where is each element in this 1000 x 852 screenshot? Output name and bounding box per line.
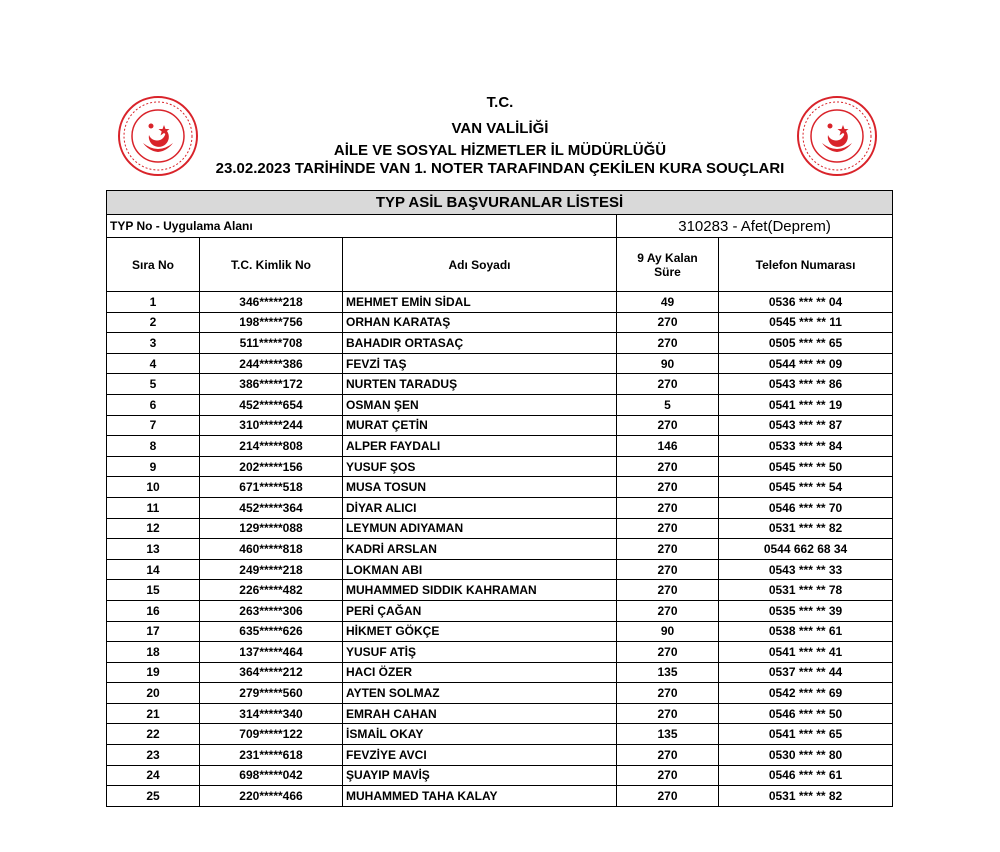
cell-sure: 49 (617, 292, 719, 313)
table-row (107, 559, 893, 580)
table-row (107, 765, 893, 786)
cell-sure: 270 (617, 374, 719, 395)
table-row (107, 642, 893, 663)
table-row (107, 312, 893, 333)
table-row (107, 621, 893, 642)
table-row (107, 745, 893, 766)
cell-sure: 270 (617, 497, 719, 518)
cell-ad: MUHAMMED TAHA KALAY (343, 786, 617, 807)
cell-ad: HACI ÖZER (343, 662, 617, 683)
column-header-sure-line2: Süre (654, 264, 681, 279)
cell-tc: 249*****218 (200, 559, 343, 580)
cell-ad: LOKMAN ABI (343, 559, 617, 580)
cell-sira: 17 (107, 621, 200, 642)
cell-tel: 0543 *** ** 87 (719, 415, 893, 436)
cell-sira: 2 (107, 312, 200, 333)
cell-tel: 0541 *** ** 65 (719, 724, 893, 745)
cell-sure: 270 (617, 415, 719, 436)
cell-tc: 129*****088 (200, 518, 343, 539)
table-row (107, 436, 893, 457)
cell-tel: 0531 *** ** 82 (719, 518, 893, 539)
cell-sira: 10 (107, 477, 200, 498)
cell-ad: MEHMET EMİN SİDAL (343, 292, 617, 313)
table-row (107, 580, 893, 601)
cell-ad: EMRAH CAHAN (343, 703, 617, 724)
cell-tc: 279*****560 (200, 683, 343, 704)
cell-sira: 16 (107, 600, 200, 621)
cell-ad: BAHADIR ORTASAÇ (343, 333, 617, 354)
cell-ad: MUHAMMED SIDDIK KAHRAMAN (343, 580, 617, 601)
cell-tc: 220*****466 (200, 786, 343, 807)
cell-tel: 0533 *** ** 84 (719, 436, 893, 457)
cell-tel: 0541 *** ** 19 (719, 394, 893, 415)
header-directorate: AİLE VE SOSYAL HİZMETLER İL MÜDÜRLÜĞÜ (333, 142, 667, 159)
table-title: TYP ASİL BAŞVURANLAR LİSTESİ (107, 191, 893, 215)
cell-sira: 15 (107, 580, 200, 601)
cell-sure: 270 (617, 580, 719, 601)
cell-sure: 270 (617, 477, 719, 498)
cell-tc: 263*****306 (200, 600, 343, 621)
cell-ad: DİYAR ALICI (343, 497, 617, 518)
cell-sure: 135 (617, 662, 719, 683)
cell-tel: 0505 *** ** 65 (719, 333, 893, 354)
cell-tc: 460*****818 (200, 539, 343, 560)
cell-tc: 314*****340 (200, 703, 343, 724)
table-row (107, 539, 893, 560)
cell-tc: 226*****482 (200, 580, 343, 601)
table-row (107, 374, 893, 395)
cell-sira: 9 (107, 456, 200, 477)
cell-tc: 452*****364 (200, 497, 343, 518)
cell-ad: KADRİ ARSLAN (343, 539, 617, 560)
cell-tc: 511*****708 (200, 333, 343, 354)
cell-tel: 0531 *** ** 78 (719, 580, 893, 601)
cell-tc: 346*****218 (200, 292, 343, 313)
cell-sure: 270 (617, 539, 719, 560)
cell-tel: 0544 *** ** 09 (719, 353, 893, 374)
cell-tc: 214*****808 (200, 436, 343, 457)
cell-sure: 270 (617, 600, 719, 621)
cell-sira: 1 (107, 292, 200, 313)
cell-ad: MURAT ÇETİN (343, 415, 617, 436)
cell-tel: 0536 *** ** 04 (719, 292, 893, 313)
table-row (107, 497, 893, 518)
cell-sure: 90 (617, 353, 719, 374)
cell-sure: 270 (617, 312, 719, 333)
cell-sure: 135 (617, 724, 719, 745)
cell-sira: 8 (107, 436, 200, 457)
header-governorship: VAN VALİLİĞİ (451, 120, 549, 137)
table-row (107, 786, 893, 807)
cell-sira: 12 (107, 518, 200, 539)
cell-sira: 21 (107, 703, 200, 724)
cell-sure: 270 (617, 333, 719, 354)
cell-tc: 386*****172 (200, 374, 343, 395)
table-row (107, 683, 893, 704)
table-row (107, 518, 893, 539)
applicants-table (106, 190, 893, 807)
cell-ad: ŞUAYIP MAVİŞ (343, 765, 617, 786)
cell-sira: 19 (107, 662, 200, 683)
cell-ad: FEVZİ TAŞ (343, 353, 617, 374)
cell-ad: YUSUF ŞOS (343, 456, 617, 477)
header-tc: T.C. (486, 94, 514, 111)
cell-ad: LEYMUN ADIYAMAN (343, 518, 617, 539)
cell-tel: 0538 *** ** 61 (719, 621, 893, 642)
cell-sure: 270 (617, 559, 719, 580)
cell-ad: AYTEN SOLMAZ (343, 683, 617, 704)
cell-tc: 709*****122 (200, 724, 343, 745)
cell-sira: 20 (107, 683, 200, 704)
cell-tc: 231*****618 (200, 745, 343, 766)
cell-ad: OSMAN ŞEN (343, 394, 617, 415)
cell-tel: 0537 *** ** 44 (719, 662, 893, 683)
cell-tel: 0546 *** ** 61 (719, 765, 893, 786)
cell-sira: 13 (107, 539, 200, 560)
cell-sure: 270 (617, 456, 719, 477)
cell-tc: 244*****386 (200, 353, 343, 374)
cell-tel: 0530 *** ** 80 (719, 745, 893, 766)
cell-tel: 0535 *** ** 39 (719, 600, 893, 621)
cell-ad: PERİ ÇAĞAN (343, 600, 617, 621)
cell-sira: 5 (107, 374, 200, 395)
cell-tel: 0545 *** ** 54 (719, 477, 893, 498)
cell-sure: 90 (617, 621, 719, 642)
cell-tc: 452*****654 (200, 394, 343, 415)
table-row (107, 703, 893, 724)
table-row (107, 415, 893, 436)
table-body (107, 292, 893, 807)
cell-sure: 270 (617, 683, 719, 704)
table-row (107, 477, 893, 498)
cell-sure: 270 (617, 765, 719, 786)
cell-sure: 5 (617, 394, 719, 415)
cell-sure: 270 (617, 642, 719, 663)
cell-tel: 0542 *** ** 69 (719, 683, 893, 704)
cell-tel: 0544 662 68 34 (719, 539, 893, 560)
cell-sure: 270 (617, 745, 719, 766)
cell-sure: 146 (617, 436, 719, 457)
cell-ad: ALPER FAYDALI (343, 436, 617, 457)
cell-sira: 3 (107, 333, 200, 354)
cell-sira: 14 (107, 559, 200, 580)
cell-sira: 24 (107, 765, 200, 786)
cell-sira: 4 (107, 353, 200, 374)
cell-tc: 671*****518 (200, 477, 343, 498)
cell-sure: 270 (617, 518, 719, 539)
typ-label: TYP No - Uygulama Alanı (107, 215, 617, 238)
cell-tc: 310*****244 (200, 415, 343, 436)
cell-sure: 270 (617, 786, 719, 807)
cell-tc: 364*****212 (200, 662, 343, 683)
table-row (107, 333, 893, 354)
cell-sira: 25 (107, 786, 200, 807)
cell-tel: 0543 *** ** 33 (719, 559, 893, 580)
cell-tel: 0543 *** ** 86 (719, 374, 893, 395)
cell-tc: 202*****156 (200, 456, 343, 477)
cell-tel: 0531 *** ** 82 (719, 786, 893, 807)
column-header-sira: Sıra No (107, 238, 200, 292)
table-row (107, 456, 893, 477)
cell-tel: 0545 *** ** 50 (719, 456, 893, 477)
column-header-ad: Adı Soyadı (343, 238, 617, 292)
cell-tc: 198*****756 (200, 312, 343, 333)
typ-value: 310283 - Afet(Deprem) (617, 215, 893, 238)
table-row (107, 292, 893, 313)
cell-ad: İSMAİL OKAY (343, 724, 617, 745)
cell-ad: ORHAN KARATAŞ (343, 312, 617, 333)
cell-ad: FEVZİYE AVCI (343, 745, 617, 766)
cell-sira: 23 (107, 745, 200, 766)
cell-tel: 0546 *** ** 50 (719, 703, 893, 724)
cell-sira: 18 (107, 642, 200, 663)
cell-tel: 0545 *** ** 11 (719, 312, 893, 333)
cell-sira: 11 (107, 497, 200, 518)
cell-ad: NURTEN TARADUŞ (343, 374, 617, 395)
cell-tel: 0546 *** ** 70 (719, 497, 893, 518)
column-header-sure-line1: 9 Ay Kalan (637, 250, 698, 265)
column-header-tc: T.C. Kimlik No (200, 238, 343, 292)
cell-sira: 7 (107, 415, 200, 436)
column-header-sure (617, 238, 719, 292)
cell-sira: 6 (107, 394, 200, 415)
table-row (107, 353, 893, 374)
header-lottery-title: 23.02.2023 TARİHİNDE VAN 1. NOTER TARAFINDAN ÇEKİLEN KURA SOUÇLARI (215, 160, 785, 177)
table-row (107, 662, 893, 683)
cell-tel: 0541 *** ** 41 (719, 642, 893, 663)
cell-ad: MUSA TOSUN (343, 477, 617, 498)
cell-tc: 698*****042 (200, 765, 343, 786)
column-header-tel: Telefon Numarası (719, 238, 893, 292)
cell-tc: 635*****626 (200, 621, 343, 642)
table-row (107, 394, 893, 415)
cell-sira: 22 (107, 724, 200, 745)
document-header (0, 92, 1000, 178)
cell-ad: HİKMET GÖKÇE (343, 621, 617, 642)
table-row (107, 600, 893, 621)
table-row (107, 724, 893, 745)
cell-ad: YUSUF ATİŞ (343, 642, 617, 663)
cell-tc: 137*****464 (200, 642, 343, 663)
cell-sure: 270 (617, 703, 719, 724)
